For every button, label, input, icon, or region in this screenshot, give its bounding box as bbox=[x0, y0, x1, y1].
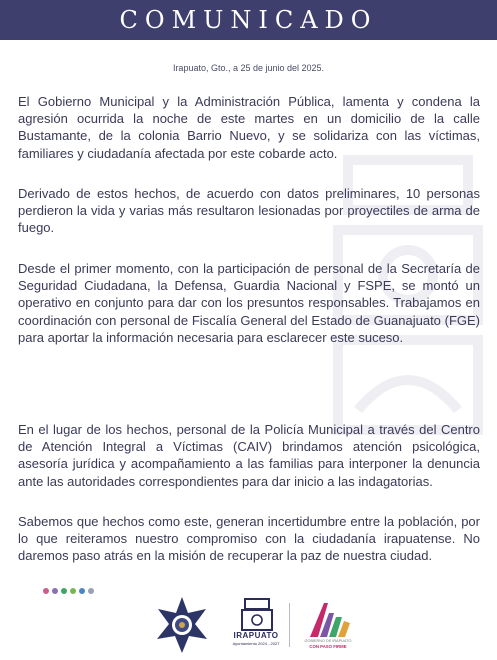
paragraph-2: Derivado de estos hechos, de acuerdo con datos preliminares, 10 personas perdieron la vida y varias más resultaron lesionadas por proyectiles de arma de fuego. bbox=[18, 186, 480, 236]
irapuato-logo-text: IRAPUATO bbox=[233, 631, 279, 640]
irapuato-logo-subtext: Ayuntamiento 2024 - 2027 bbox=[232, 641, 280, 646]
color-dot bbox=[61, 588, 67, 594]
paragraph-4: En el lugar de los hechos, personal de la Policía Municipal a través del Centro de Atención Integral a Víctimas (CAIV) brindamos atención psicológica, asesoría jurídica y acompañamiento a las familias para interponer la denuncia ante las autoridades correspondientes para dar inicio a las indagatorias. bbox=[18, 422, 480, 489]
color-dots bbox=[43, 588, 94, 594]
date-line: Irapuato, Gto., a 25 de junio del 2025. bbox=[172, 63, 325, 73]
footer-logos bbox=[0, 595, 497, 660]
paragraph-5: Sabemos que hechos como este, generan incertidumbre entre la población, por lo que reiteramos nuestro compromiso con la ciudadanía irapuatense. No daremos paso atrás en la misión de recuperar la paz de nuestra ciudad. bbox=[18, 514, 480, 564]
color-dot bbox=[52, 588, 58, 594]
color-dot bbox=[79, 588, 85, 594]
paragraph-1: El Gobierno Municipal y la Administración Pública, lamenta y condena la agresión ocurrida la noche de este martes en un domicilio de la calle Bustamante, de la colonia Barrio Nuevo, y se solidariza con las víctimas, familiares y ciudadanía afectada por este cobarde acto. bbox=[18, 94, 480, 161]
paragraph-3: Desde el primer momento, con la participación de personal de la Secretaría de Seguridad Ciudadana, la Defensa, Guardia Nacional y FSPE, se montó un operativo en conjunto para dar con los presuntos responsables. Trabajamos en coordinación con personal de Fiscalía General del Estado de Guanajuato (FGE) para aportar la información necesaria para esclarecer este suceso. bbox=[18, 261, 480, 345]
color-dot bbox=[88, 588, 94, 594]
document-title: COMUNICADO bbox=[119, 6, 378, 34]
color-dot bbox=[43, 588, 49, 594]
header-banner bbox=[0, 0, 497, 40]
irapuato-shield-icon bbox=[228, 595, 286, 655]
logo-divider bbox=[289, 603, 290, 647]
camino-logo-line2: CON PASO FIRME bbox=[309, 644, 347, 649]
color-dot bbox=[70, 588, 76, 594]
camino-logo-line1: GOBIERNO DE IRAPUATO bbox=[304, 639, 352, 643]
police-badge-icon bbox=[153, 595, 211, 655]
